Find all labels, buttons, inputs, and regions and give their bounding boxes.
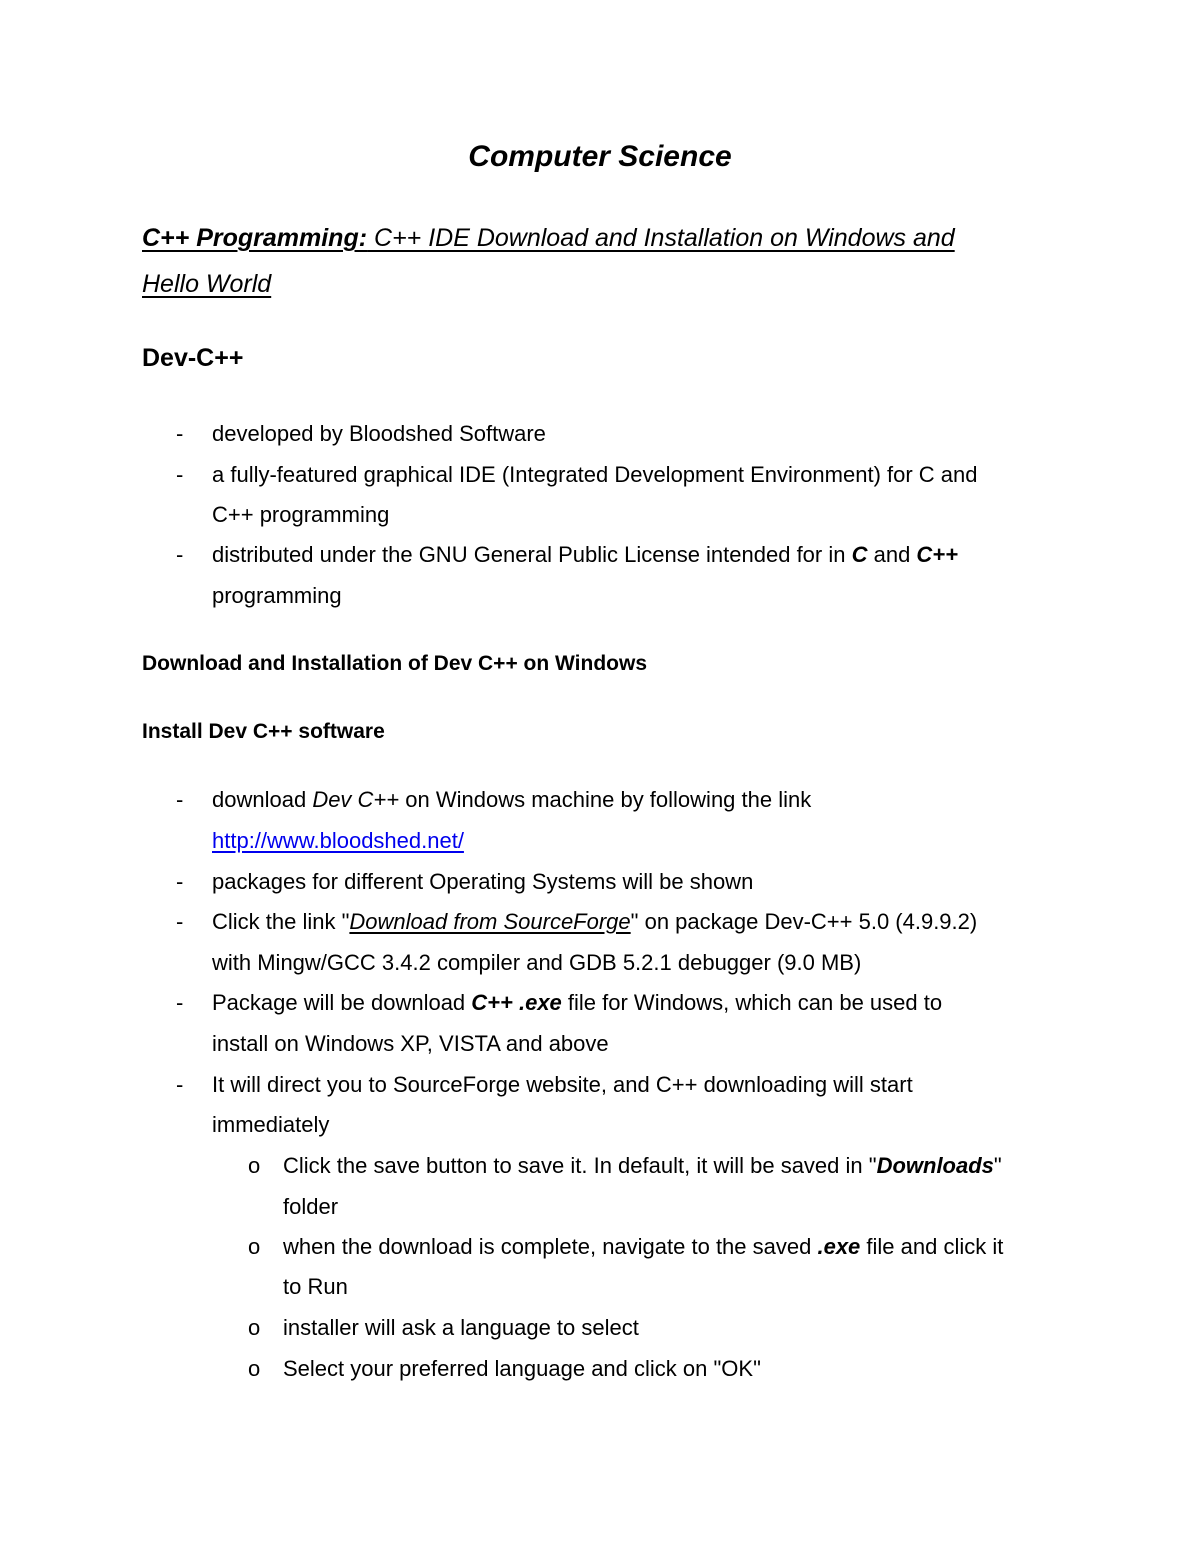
text-run: Click the link " xyxy=(212,909,350,934)
dash-bullet: - xyxy=(176,909,184,934)
sub-list-item: Select your preferred language and click on "OK" xyxy=(283,1356,761,1381)
section-heading-install: Install Dev C++ software xyxy=(142,720,385,743)
dash-bullet: - xyxy=(176,542,184,567)
dash-bullet: - xyxy=(176,421,184,446)
dash-bullet: - xyxy=(176,787,184,812)
text-run: file for Windows, which can be used to xyxy=(561,990,943,1015)
text-run: when the download is complete, navigate to the saved xyxy=(283,1234,818,1259)
text-run-italic: Dev C++ xyxy=(312,787,400,812)
circle-bullet-icon: o xyxy=(248,1315,261,1340)
sub-list-item-continuation: folder xyxy=(283,1194,339,1219)
section-heading-devcpp: Dev-C++ xyxy=(142,344,244,372)
list-item-continuation: immediately xyxy=(212,1112,330,1137)
page-title: Computer Science xyxy=(468,140,732,173)
document-subtitle xyxy=(142,224,955,253)
bloodshed-link[interactable]: http://www.bloodshed.net/ xyxy=(212,828,464,853)
text-run: distributed under the GNU General Public License intended for in xyxy=(212,542,852,567)
list-item xyxy=(212,909,977,935)
dash-bullet: - xyxy=(176,990,184,1015)
dash-bullet: - xyxy=(176,462,184,487)
text-run: download xyxy=(212,787,313,812)
text-run: Package will be download xyxy=(212,990,472,1015)
sub-list-item xyxy=(283,1153,1002,1179)
text-run: and xyxy=(867,542,917,567)
text-run: " on package Dev-C++ 5.0 (4.9.9.2) xyxy=(630,909,978,934)
list-item: developed by Bloodshed Software xyxy=(212,421,546,446)
section-heading-download: Download and Installation of Dev C++ on Windows xyxy=(142,652,648,675)
text-run-bold-italic: .exe xyxy=(817,1234,861,1259)
text-run: file and click it xyxy=(860,1234,1004,1259)
text-run-bold-italic: C++ .exe xyxy=(471,990,562,1015)
subtitle-rest: C++ IDE Download and Installation on Windows and xyxy=(367,224,955,252)
sourceforge-link[interactable]: Download from SourceForge xyxy=(349,909,631,934)
text-run: " xyxy=(993,1153,1002,1178)
list-item-continuation: programming xyxy=(212,583,342,608)
sub-list-item xyxy=(283,1234,1003,1260)
sub-list-item-continuation: to Run xyxy=(283,1274,348,1299)
circle-bullet-icon: o xyxy=(248,1153,261,1178)
circle-bullet-icon: o xyxy=(248,1356,261,1381)
dash-bullet: - xyxy=(176,1072,184,1097)
subtitle-bold-part: C++ Programming: xyxy=(142,224,368,252)
text-run: on Windows machine by following the link xyxy=(399,787,812,812)
text-run: Click the save button to save it. In default, it will be saved in " xyxy=(283,1153,877,1178)
list-item: It will direct you to SourceForge website, and C++ downloading will start xyxy=(212,1072,913,1097)
list-item-continuation: C++ programming xyxy=(212,502,390,527)
text-run-bold-italic: C xyxy=(851,542,868,567)
list-item-continuation: install on Windows XP, VISTA and above xyxy=(212,1031,609,1056)
list-item xyxy=(212,787,811,813)
list-item-continuation: with Mingw/GCC 3.4.2 compiler and GDB 5.2.1 debugger (9.0 MB) xyxy=(212,950,862,975)
text-run-bold-italic: C++ xyxy=(916,542,959,567)
document-subtitle-line2: Hello World xyxy=(142,270,272,298)
text-run-bold-italic: Downloads xyxy=(876,1153,994,1178)
sub-list-item: installer will ask a language to select xyxy=(283,1315,639,1340)
list-item xyxy=(212,542,958,568)
circle-bullet-icon: o xyxy=(248,1234,261,1259)
list-item: packages for different Operating Systems will be shown xyxy=(212,869,754,894)
dash-bullet: - xyxy=(176,869,184,894)
list-item xyxy=(212,990,942,1016)
list-item: a fully-featured graphical IDE (Integrated Development Environment) for C and xyxy=(212,462,978,487)
